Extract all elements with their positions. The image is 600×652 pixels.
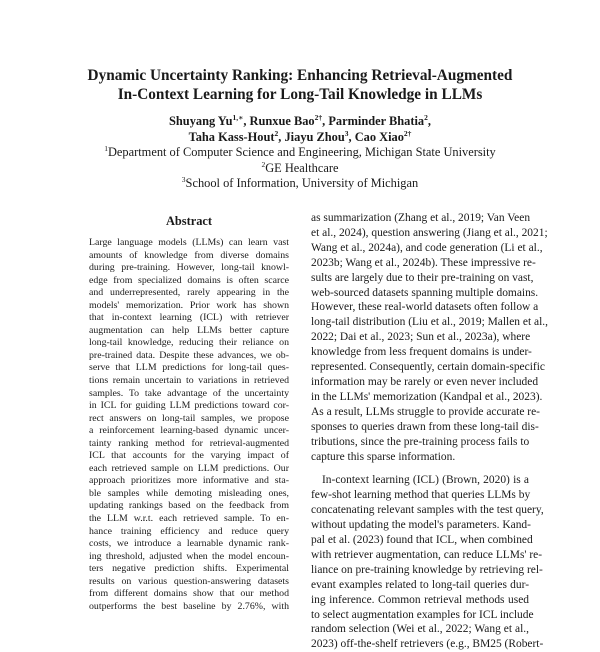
affiliation [60,161,540,177]
text-line: tainty ranking method for retrieval-augmented [89,437,289,449]
text-line: web-sourced datasets spanning multiple domains. [311,286,539,299]
author-sup: 1,∗ [232,113,244,122]
text-line: pre-trained data. Despite these advances, we ob- [89,349,289,361]
text-line: ing inference. Common retrieval methods used [311,593,529,606]
text-line: 2023) off-the-shelf retrievers (e.g., BM25 (Robert- [311,638,544,651]
text-line: 2022; Dai et al., 2023; Sun et al., 2023a), where [311,331,531,344]
body-paragraph-2 [311,473,544,652]
affiliation-sup: 3 [181,175,186,184]
text-line: tions remain uncertain to variations in retrieved [89,375,289,387]
text-line: As a result, LLMs struggle to provide accurate re- [311,405,540,418]
author-name: Taha Kass-Hout [188,130,275,144]
title-line: In-Context Learning for Long-Tail Knowledge in LLMs [117,86,483,103]
text-line: pal et al. (2023) found that ICL, when combined [311,534,533,547]
text-line: represented. Consequently, certain domain-specific [311,361,545,374]
text-line: costs, we introduce a learnable dynamic rank- [89,538,289,550]
text-line: from different domains show that our method [89,588,289,600]
affiliation-sup: 1 [104,144,108,153]
text-line: ICL that accounts for the varying impact of [89,450,289,462]
text-line: knowledge from less frequent domains is under- [311,346,532,359]
text-line: Large language models (LLMs) can learn vast [89,237,289,248]
text-line: during pre-training. However, long-tail knowl- [89,262,289,274]
text-line: amounts of knowledge from diverse domains [89,249,289,261]
text-line: 2023b; Wang et al., 2024b). These impressive re- [311,256,536,269]
text-line: few-shot learning method that queries LLMs by [311,489,531,502]
text-line: In-context learning (ICL) (Brown, 2020) is a [322,474,529,487]
text-line: evant examples related to long-tail queries dur- [311,578,529,591]
text-line: outperforms the best baseline by 2.76%, with [89,600,289,612]
text-line: et al., 2024), question answering (Jiang et al., 2021; [311,226,548,239]
text-line: sults are largely due to their pre-training on vast, [311,271,534,284]
text-line: concatenating relevant samples with the test query, [311,504,544,517]
text-line: serve that LLM predictions for long-tail ques- [89,362,289,374]
affiliation [60,176,540,192]
author-list [60,113,540,145]
author-name: Cao Xiao [354,130,404,144]
text-line: capture this sparse information. [311,450,456,463]
text-line: the LLM w.r.t. each retrieved sample. To en- [89,513,289,525]
text-line: However, these real-world datasets often follow a [311,301,539,314]
text-line: with retriever augmentation, can reduce LLMs' re- [311,548,543,561]
author-sup: 2 [274,129,279,138]
abstract-body [89,237,289,613]
text-line: hance training efficiency and reduce query [89,525,289,537]
affiliation-sup: 2 [261,159,266,169]
author-name: Jiayu Zhou [284,130,345,144]
text-line: sponses to queries drawn from these long-tail dis- [311,420,539,433]
text-line: approach prioritizes more informative and sta- [89,475,289,487]
paper-title [60,66,540,104]
body-paragraph-1 [311,211,548,464]
affiliation-text: School of Information, University of Michigan [185,176,419,190]
text-line: ble samples while demoting misleading ones, [89,487,289,499]
text-line: long-tail knowledge, reducing their reliance on [89,337,289,349]
text-line: augmentation can help LLMs better capture [89,324,289,336]
text-line: results on various question-answering datasets [89,575,289,587]
text-line: rect answers on long-tail samples, we propose [89,412,289,424]
text-line: Wang et al., 2024a), and code generation (Li et al., [311,241,543,254]
text-line: long-tail distribution (Liu et al., 2019; Mallen et al., [311,316,548,329]
text-line: a reinforcement learning-based dynamic uncer- [89,425,289,437]
affiliation-text: Department of Computer Science and Engineering, Michigan State University [107,145,496,159]
author-line: Taha Kass-Hout$^2$, Jiayu Zhou$^3$, Cao Xiao$^{2\dagger}$ [188,129,412,144]
text-line: information may be rarely or even never included [311,375,539,388]
author-name: Shuyang Yu [169,114,233,128]
text-line: samples. To take advantage of the uncertainty [89,387,289,399]
text-line: edge from specialized domains is often scarce [89,274,289,286]
text-line: models' memorization. Prior work has shown [89,299,289,311]
text-line: in the LLMs' memorization (Kandpal et al., 2023). [311,390,543,403]
author-name: Runxue Bao [249,114,315,128]
text-line: tributions, since the pre-training process fails to [311,435,530,448]
affiliation-list [60,145,540,192]
affiliation [60,145,540,161]
affiliation-text: GE Healthcare [265,160,339,175]
abstract-heading: Abstract [165,214,213,228]
author-sup: 2† [314,113,323,122]
text-line: as summarization (Zhang et al., 2019; Van Veen [311,212,531,224]
text-line: updating rankings based on the feedback from [89,500,289,512]
text-line: in ICL for guiding LLM predictions toward cor- [89,400,289,412]
author-sup: 2† [403,129,412,138]
text-line: each retrieved sample on LLM predictions. Our [89,462,289,474]
author-line: Shuyang $Yu^{1,∗}$, Runxue Bao$^{2\dagger}$, Parminder Bhatia$^2$, [169,113,431,128]
text-line: liance on pre-training knowledge by retrieving rel- [311,563,543,576]
author-sup: 2 [424,113,428,122]
text-line: that in-context learning (ICL) with retriever [89,312,289,324]
title-line: Dynamic Uncertainty Ranking: Enhancing Retrieval-Augmented [87,67,513,84]
text-line: ing threshold, adjusted when the model encoun- [89,550,289,562]
text-line: and underrepresented, rarely appearing in the [89,287,289,299]
text-line: without updating the model's parameters. Kand- [311,519,531,532]
text-line: to select augmentation examples for ICL include [311,608,534,621]
text-line: random selection (Wei et al., 2022; Wang et al., [311,623,529,636]
author-name: Parminder Bhatia [328,114,425,128]
author-sup: 3 [344,129,349,138]
text-line: ters negative prediction shifts. Experimental [89,563,289,575]
body-column-right [311,211,548,652]
